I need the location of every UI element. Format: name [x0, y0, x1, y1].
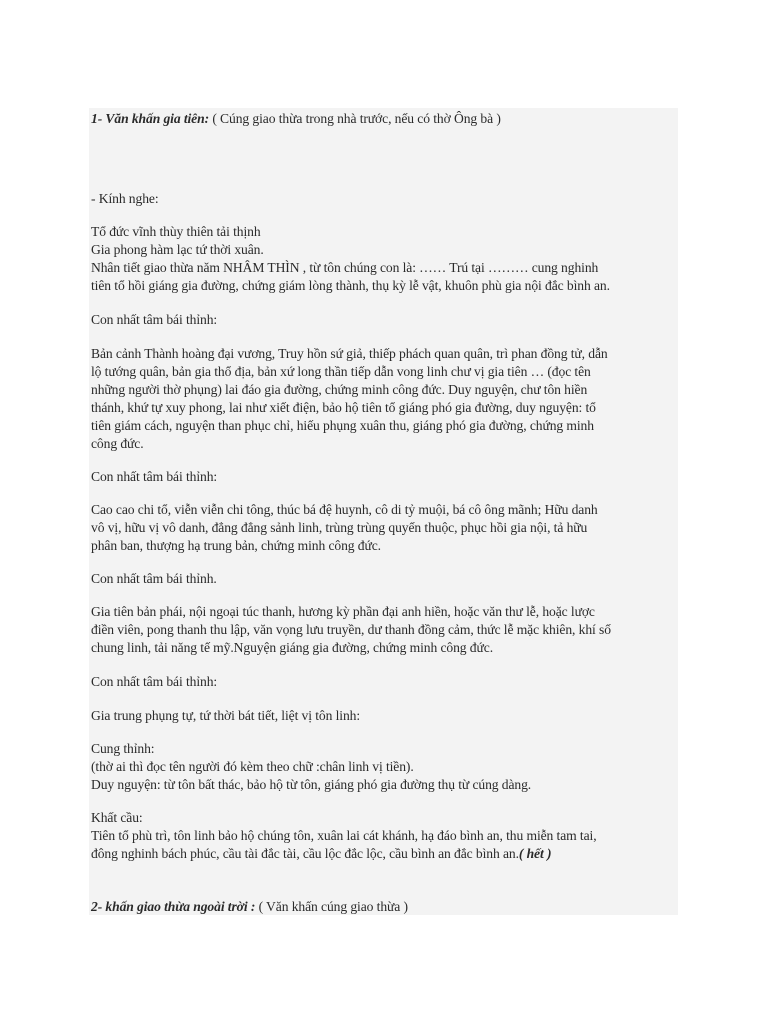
- prayer-line-2: [91, 845, 691, 863]
- bow-line-2: Con nhất tâm bái thỉnh:: [91, 469, 218, 484]
- invite-line-2: (thờ ai thì đọc tên người đó kèm theo chữ :chân linh vị tiền).: [91, 759, 414, 774]
- bow-line-3: Con nhất tâm bái thỉnh.: [91, 571, 217, 586]
- para1-line-3: những người thờ phụng) lai đáo gia đường, chứng minh công đức. Duy nguyện, chư tôn hiền: [91, 382, 588, 397]
- bow-line-4: Con nhất tâm bái thỉnh:: [91, 674, 218, 689]
- para3-line-2: điền viên, pong thanh thu lập, văn vọng lưu truyền, dư thanh đồng cảm, thức lễ mặc khiên, khí số: [91, 622, 611, 637]
- end-marker: ( hết ): [518, 846, 552, 861]
- para1-line-5: tiên giám cách, nguyện than phục chỉ, hiếu phụng xuân thu, giáng phó gia đường, chứng minh: [91, 418, 594, 433]
- para2-line-2: vô vị, hữu vị vô danh, đẳng đẳng sảnh linh, trùng trùng quyến thuộc, phục hồi gia nội, tả hữu: [91, 520, 588, 535]
- prayer-line-2-text: đông nghinh bách phúc, cầu tài đắc tài, cầu lộc đắc lộc, cầu bình an đắc bình an.: [91, 846, 519, 861]
- greeting: - Kính nghe:: [91, 191, 159, 206]
- bow-line-1: Con nhất tâm bái thỉnh:: [91, 312, 218, 327]
- para2-line-3: phân ban, thượng hạ trung bản, chứng minh công đức.: [91, 538, 381, 553]
- para1-line-1: Bản cảnh Thành hoàng đại vương, Truy hồn sứ giả, thiếp phách quan quân, trì phan đồng tử, dẫn: [91, 346, 608, 361]
- section1-heading: [91, 110, 691, 128]
- intro-line-3: Nhân tiết giao thừa năm NHÂM THÌN , từ tôn chúng con là: …… Trú tại ……… cung nghinh: [91, 260, 599, 275]
- section2-title: 2- khấn giao thừa ngoài trời :: [91, 899, 256, 914]
- invite-line-1: Cung thỉnh:: [91, 741, 155, 756]
- prayer-label: Khất cầu:: [91, 810, 143, 825]
- section1-title: 1- Văn khấn gia tiên:: [91, 111, 210, 126]
- para2-line-1: Cao cao chi tổ, viễn viễn chi tông, thúc bá đệ huynh, cô di tỷ muội, bá cô ông mãnh; Hữu danh: [91, 502, 598, 517]
- section2-note: ( Văn khấn cúng giao thừa ): [255, 899, 408, 914]
- para4-line-1: Gia trung phụng tự, tứ thời bát tiết, liệt vị tôn linh:: [91, 708, 361, 723]
- para1-line-6: công đức.: [91, 436, 144, 451]
- para3-line-1: Gia tiên bản phái, nội ngoại túc thanh, hương kỳ phần đại anh hiền, hoặc văn thư lễ, hoặc lược: [91, 604, 595, 619]
- para3-line-3: chung linh, tải năng tế mỹ.Nguyện giáng gia đường, chứng minh công đức.: [91, 640, 493, 655]
- invite-line-3: Duy nguyện: từ tôn bất thác, bảo hộ từ tôn, giáng phó gia đường thụ từ cúng dàng.: [91, 777, 532, 792]
- section1-note: ( Cúng giao thừa trong nhà trước, nếu có thờ Ông bà ): [209, 111, 501, 126]
- intro-line-2: Gia phong hàm lạc tứ thời xuân.: [91, 242, 264, 257]
- section2-heading: [91, 898, 691, 916]
- para1-line-4: thánh, khứ tự xuy phong, lai như xiết điện, bảo hộ tiên tổ giáng phó gia đường, duy nguyện: tổ: [91, 400, 596, 415]
- para1-line-2: lộ tướng quân, bản gia thổ địa, bản xứ long thần tiếp dẫn vong linh chư vị gia tiên … (đọc tên: [91, 364, 591, 379]
- intro-line-1: Tổ đức vĩnh thùy thiên tải thịnh: [91, 224, 261, 239]
- prayer-line-1: Tiên tổ phù trì, tôn linh bảo hộ chúng tôn, xuân lai cát khánh, hạ đáo bình an, thu miễn tam tai,: [91, 828, 597, 843]
- intro-line-4: tiên tổ hồi giáng gia đường, chứng giám lòng thành, thụ kỳ lễ vật, khuôn phù gia nội đắc bình an.: [91, 278, 610, 293]
